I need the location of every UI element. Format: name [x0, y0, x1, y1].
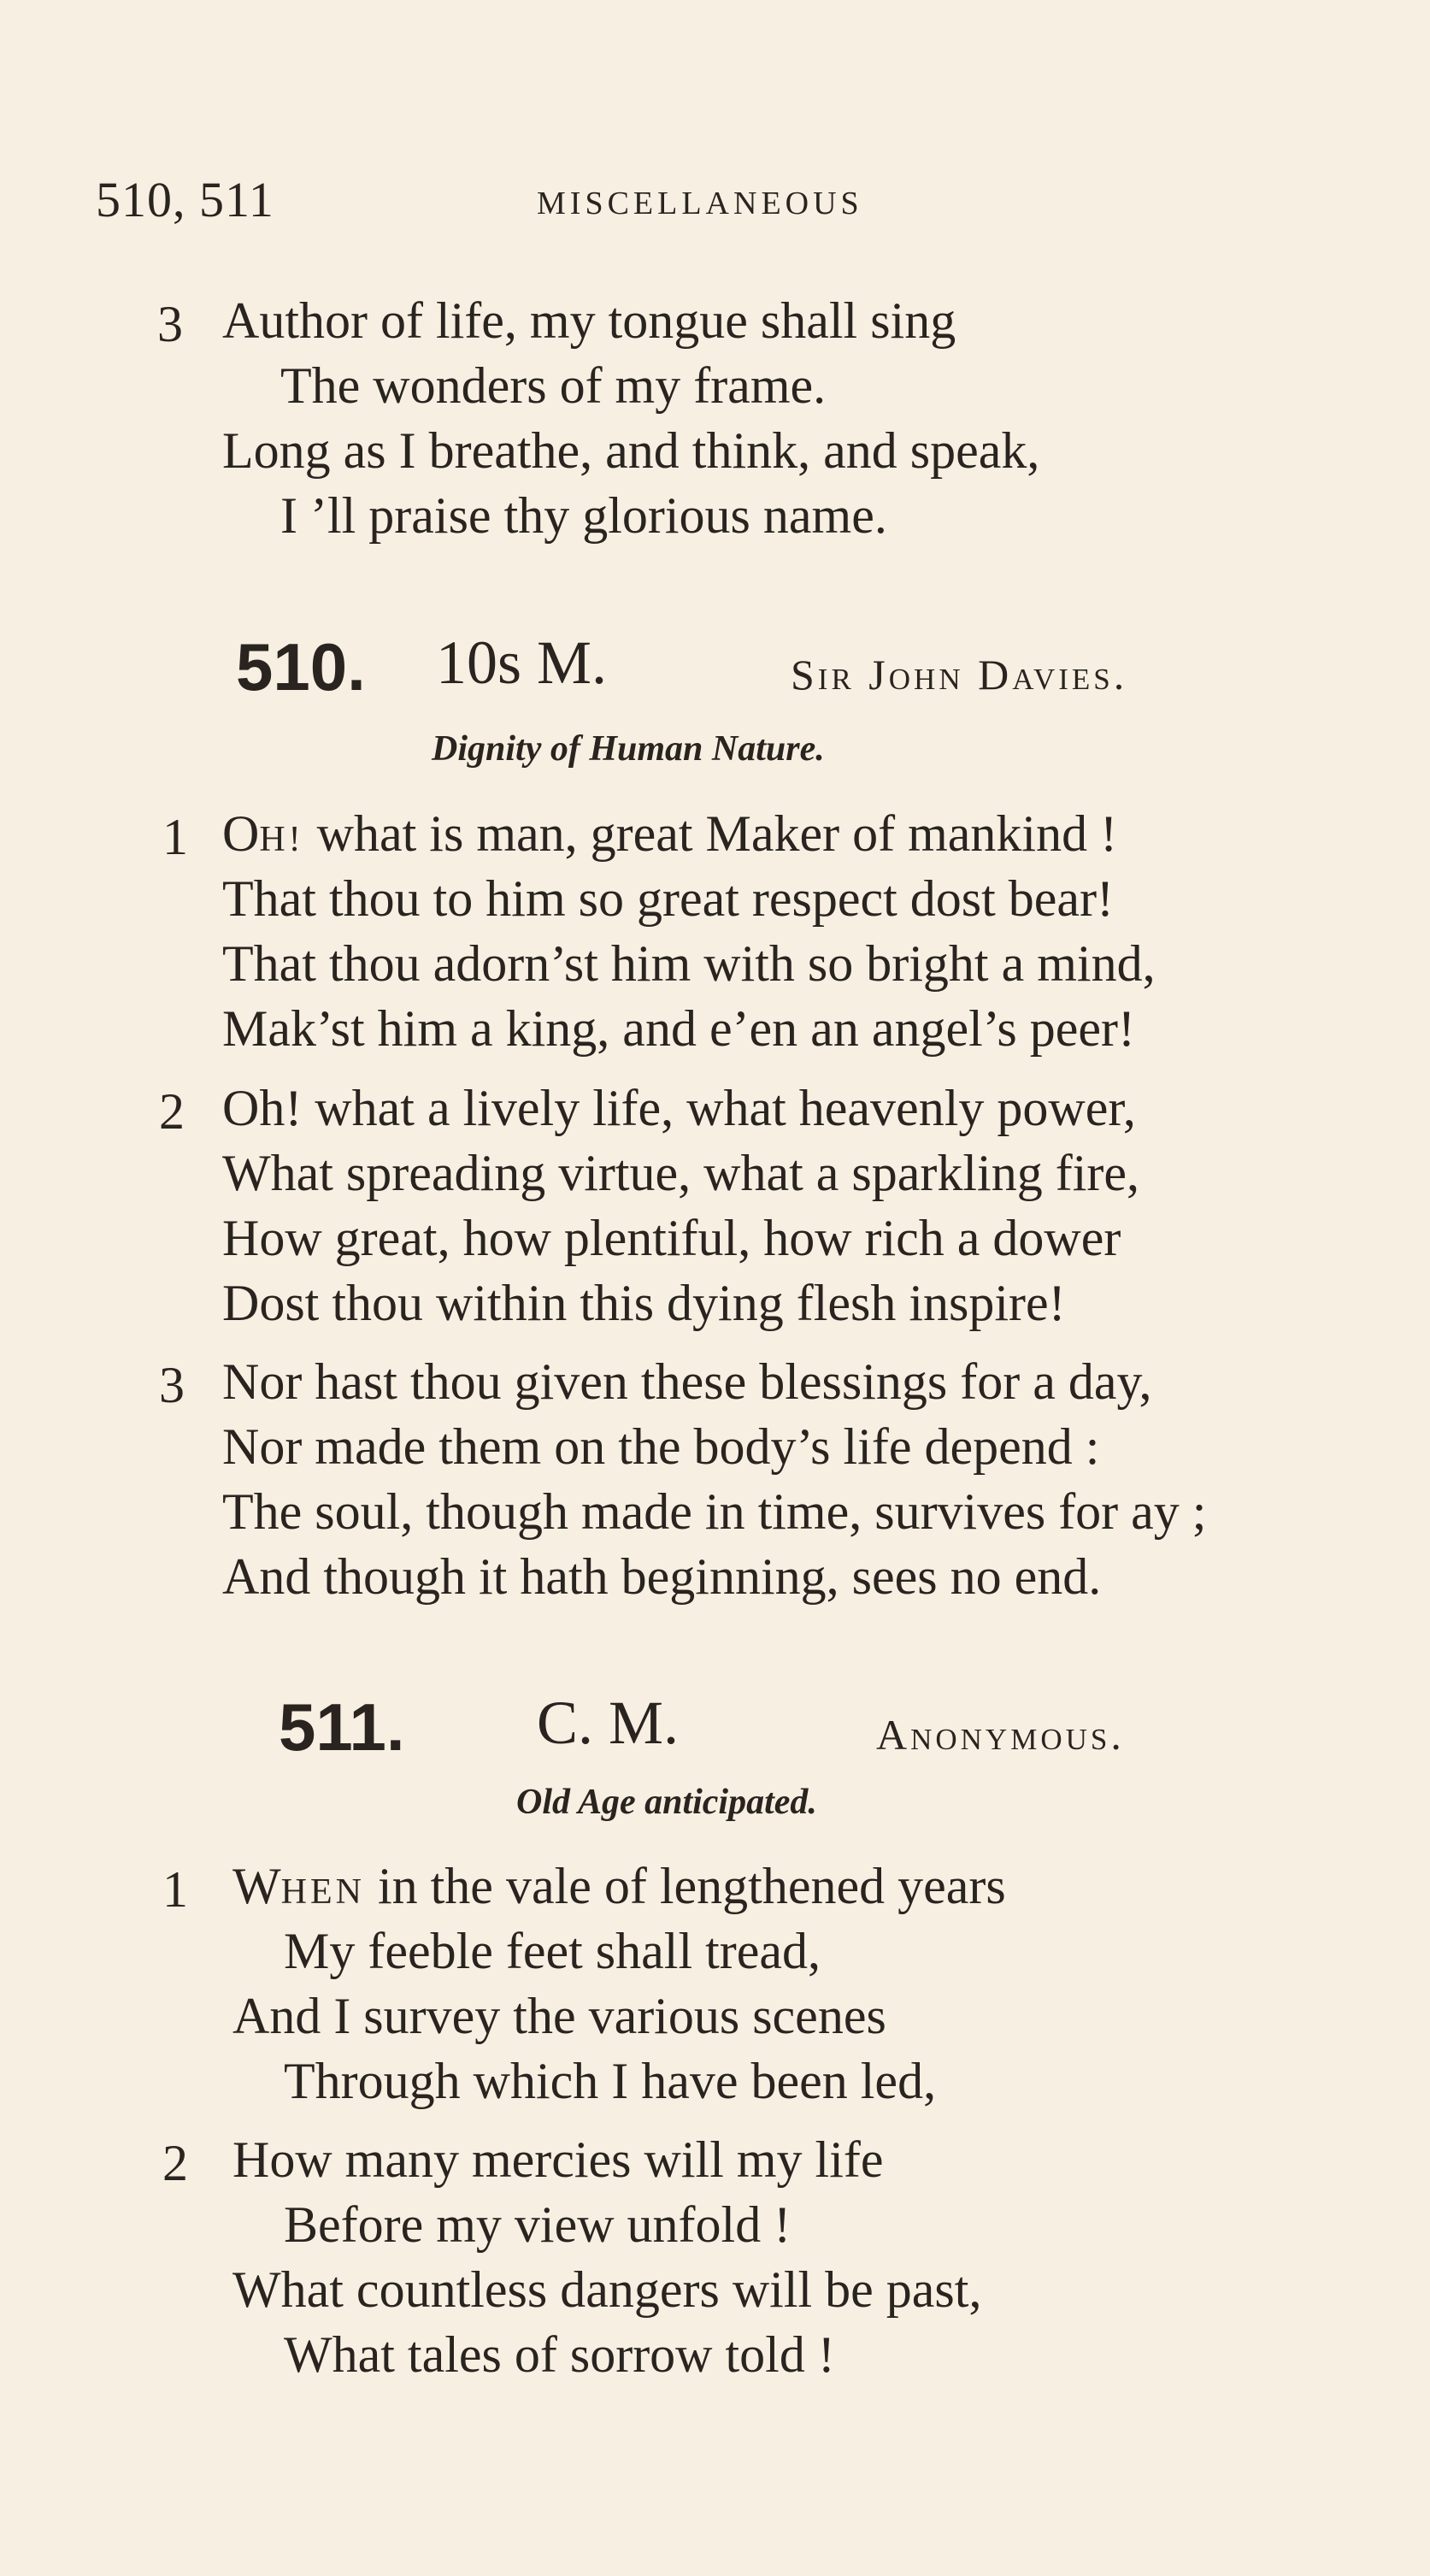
verse-line: Dost thou within this dying flesh inspire! [222, 1275, 1066, 1331]
verse-line: How many mercies will my life [232, 2131, 884, 2188]
verse-number: 3 [159, 1357, 185, 1413]
hymn-meter: C. M. [537, 1689, 680, 1757]
verse-line: And though it hath beginning, sees no end. [222, 1548, 1102, 1605]
verse-line: What spreading virtue, what a sparkling fire, [222, 1145, 1139, 1201]
verse-line: Long as I breathe, and think, and speak, [222, 422, 1040, 479]
verse-line: I ’ll praise thy glorious name. [280, 487, 887, 544]
verse-number: 1 [162, 809, 188, 865]
verse-line: My feeble feet shall tread, [284, 1923, 821, 1979]
line-text: what is man, great Maker of mankind ! [303, 805, 1118, 862]
verse-line: What tales of sorrow told ! [284, 2326, 835, 2383]
small-caps-word: HEN [280, 1872, 365, 1912]
hymn-number: 511. [279, 1689, 405, 1765]
verse-line: How great, how plentiful, how rich a dower [222, 1210, 1121, 1266]
verse-line: Nor made them on the body’s life depend : [222, 1418, 1100, 1475]
hymn-subtitle: Old Age anticipated. [516, 1783, 817, 1822]
drop-initial: W [232, 1858, 281, 1914]
line-text: in the vale of lengthened years [364, 1858, 1006, 1914]
hymn-author: Sir John Davies. [791, 651, 1128, 699]
verse-line: Oh! what a lively life, what heavenly power, [222, 1080, 1136, 1136]
verse-line: Author of life, my tongue shall sing [222, 292, 956, 349]
verse-line [222, 803, 1117, 870]
verse-number: 1 [162, 1861, 188, 1918]
verse-line [232, 1855, 1006, 1923]
verse-line: What countless dangers will be past, [232, 2261, 982, 2318]
hymn-meter: 10s M. [436, 628, 608, 697]
verse-line: Nor hast thou given these blessings for a day, [222, 1353, 1152, 1410]
hymn-number: 510. [236, 629, 366, 704]
verse-line: That thou adorn’st him with so bright a mind, [222, 935, 1156, 992]
hymn-author: Anonymous. [876, 1711, 1125, 1759]
page-number: 510, 511 [96, 172, 274, 227]
verse-number: 2 [159, 1083, 185, 1140]
verse-number: 2 [162, 2135, 188, 2191]
verse-line: And I survey the various scenes [232, 1988, 886, 2044]
verse-line: Before my view unfold ! [284, 2196, 792, 2253]
verse-line: The wonders of my frame. [280, 357, 827, 414]
running-title: MISCELLANEOUS [537, 186, 863, 221]
small-caps-word: H! [259, 820, 304, 859]
verse-number: 3 [157, 296, 183, 352]
verse-line: The soul, though made in time, survives for ay ; [222, 1483, 1207, 1540]
verse-line: That thou to him so great respect dost bear! [222, 870, 1115, 927]
hymn-subtitle: Dignity of Human Nature. [432, 729, 825, 769]
verse-line: Mak’st him a king, and e’en an angel’s peer! [222, 1000, 1135, 1057]
drop-initial: O [222, 805, 260, 862]
verse-line: Through which I have been led, [284, 2053, 937, 2109]
